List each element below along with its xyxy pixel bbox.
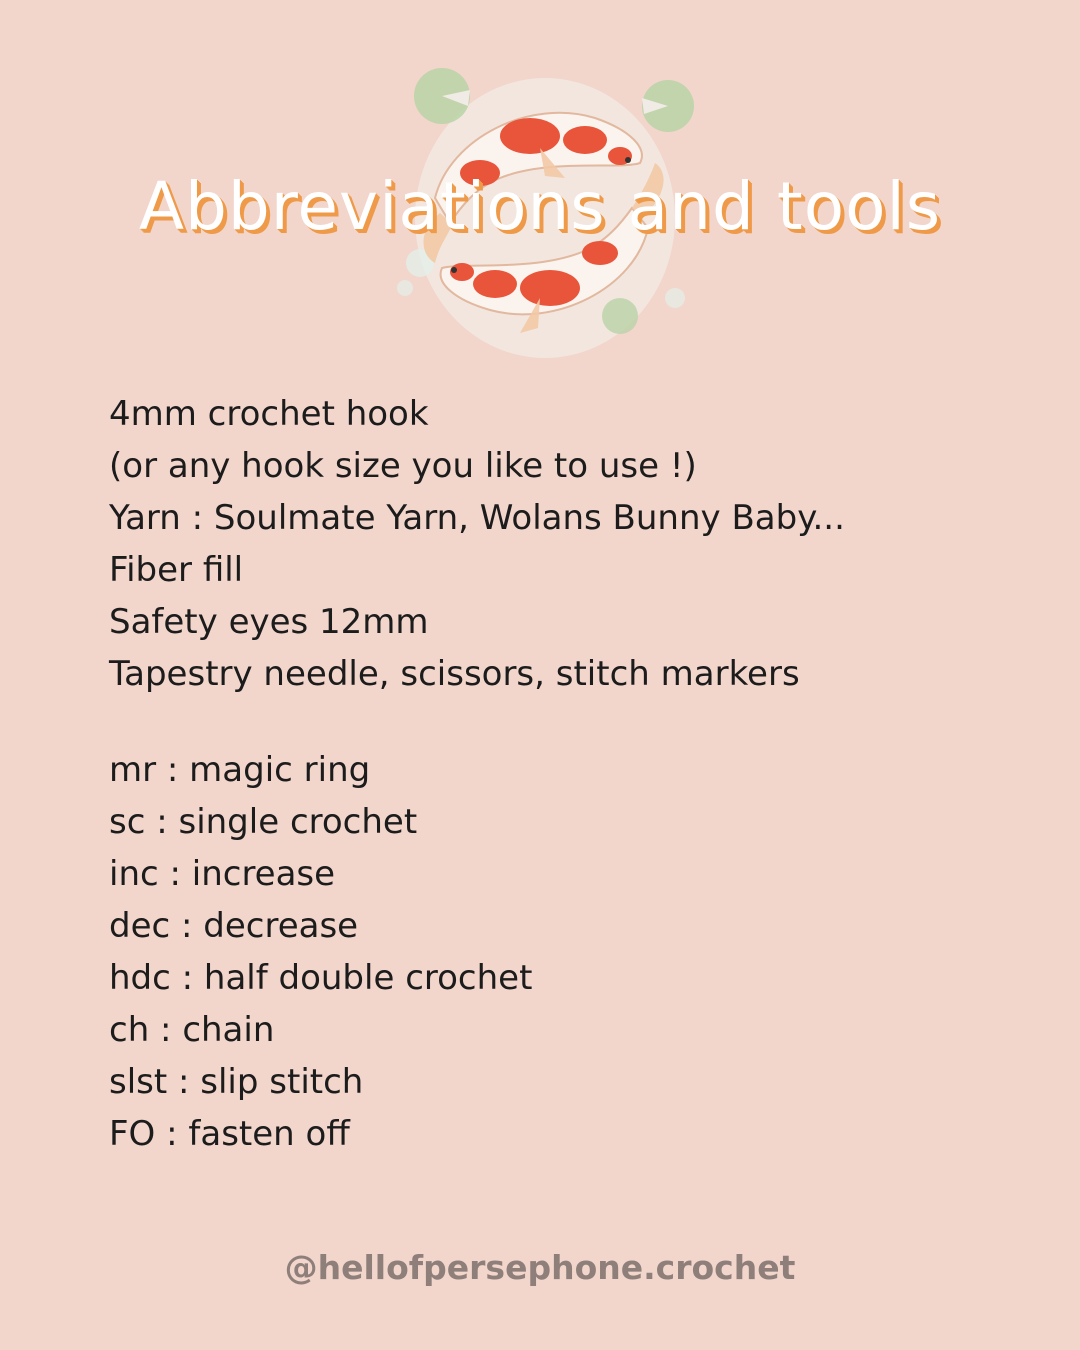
abbreviation-item: ch : chain (109, 1010, 275, 1050)
lily-pad-icon (602, 298, 638, 334)
abbreviation-item: FO : fasten off (109, 1114, 350, 1154)
abbreviation-item: hdc : half double crochet (109, 958, 533, 998)
section-spacer (109, 700, 1009, 744)
materials-list (109, 388, 1009, 1160)
abbreviation-item: inc : increase (109, 854, 336, 894)
tool-item: 4mm crochet hook (109, 394, 429, 434)
tool-item: Yarn : Soulmate Yarn, Wolans Bunny Baby... (109, 498, 845, 538)
tool-item: Fiber fill (109, 550, 244, 590)
tool-item: Safety eyes 12mm (109, 602, 429, 642)
abbreviation-item: dec : decrease (109, 906, 359, 946)
page-title: Abbreviations and tools (138, 168, 942, 245)
tool-item: (or any hook size you like to use !) (109, 446, 697, 486)
abbreviation-item: slst : slip stitch (109, 1062, 364, 1102)
abbreviation-item: mr : magic ring (109, 750, 371, 790)
social-handle: @hellofpersephone.crochet (284, 1248, 796, 1287)
abbreviation-item: sc : single crochet (109, 802, 418, 842)
tool-item: Tapestry needle, scissors, stitch markers (109, 654, 800, 694)
